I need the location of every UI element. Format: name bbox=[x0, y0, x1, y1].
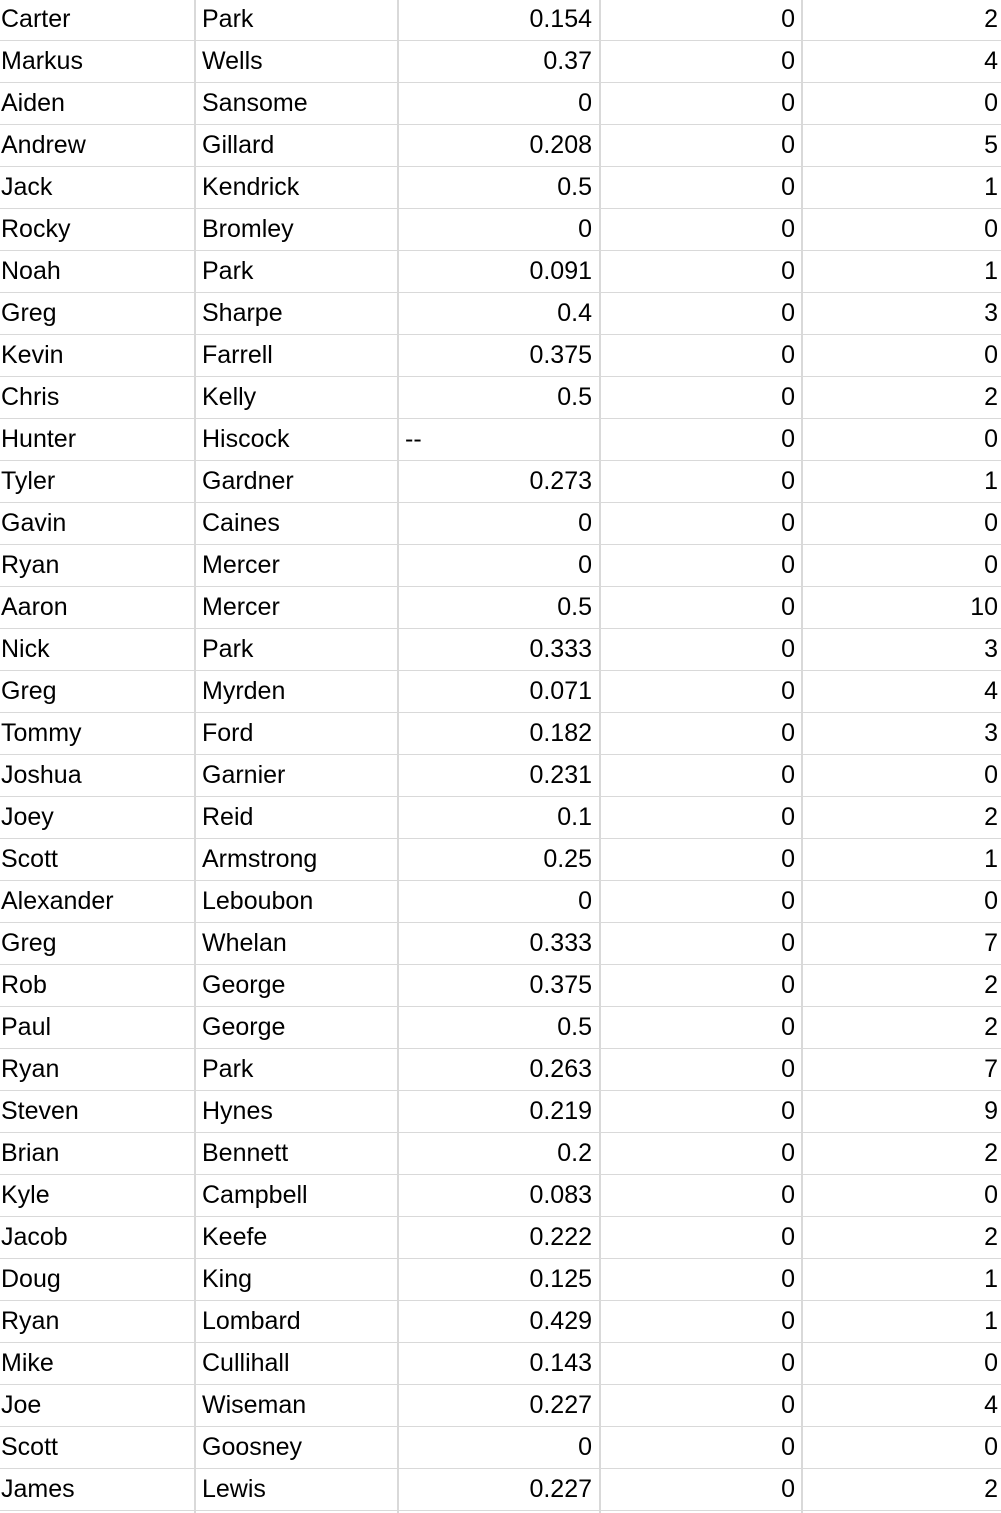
cell-first-name[interactable]: Ryan bbox=[0, 546, 194, 587]
cell-last-name[interactable]: King bbox=[196, 1260, 397, 1301]
cell-column-4[interactable]: 0 bbox=[601, 126, 801, 167]
table-row bbox=[0, 1302, 1001, 1344]
cell-first-name[interactable]: Hunter bbox=[0, 420, 194, 461]
cell-first-name[interactable]: Jack bbox=[0, 168, 194, 209]
cell-last-name[interactable]: Farrell bbox=[196, 336, 397, 377]
cell-column-4[interactable]: 0 bbox=[601, 798, 801, 839]
cell-column-4[interactable]: 0 bbox=[601, 672, 801, 713]
cell-column-5[interactable]: 2 bbox=[803, 1218, 1001, 1259]
table-row bbox=[0, 1092, 1001, 1134]
cell-last-name[interactable]: Bennett bbox=[196, 1134, 397, 1175]
cell-column-5[interactable]: 2 bbox=[803, 1008, 1001, 1049]
cell-average[interactable]: 0 bbox=[399, 546, 599, 587]
cell-last-name[interactable]: Hiscock bbox=[196, 420, 397, 461]
cell-last-name[interactable]: Garnier bbox=[196, 756, 397, 797]
cell-last-name[interactable]: Wiseman bbox=[196, 1386, 397, 1427]
table-row bbox=[0, 1218, 1001, 1260]
cell-column-5[interactable]: 0 bbox=[803, 210, 1001, 251]
table-row bbox=[0, 210, 1001, 252]
cell-first-name[interactable]: Joey bbox=[0, 798, 194, 839]
cell-column-4[interactable]: 0 bbox=[601, 84, 801, 125]
cell-first-name[interactable]: Chris bbox=[0, 378, 194, 419]
cell-column-4[interactable]: 0 bbox=[601, 1260, 801, 1301]
cell-column-5[interactable]: 3 bbox=[803, 714, 1001, 755]
cell-column-4[interactable]: 0 bbox=[601, 546, 801, 587]
cell-column-5[interactable]: 3 bbox=[803, 294, 1001, 335]
table-row bbox=[0, 126, 1001, 168]
cell-column-4[interactable]: 0 bbox=[601, 462, 801, 503]
table-row bbox=[0, 546, 1001, 588]
cell-column-4[interactable]: 0 bbox=[601, 210, 801, 251]
cell-average[interactable]: 0 bbox=[399, 210, 599, 251]
table-row bbox=[0, 1050, 1001, 1092]
cell-column-4[interactable]: 0 bbox=[601, 924, 801, 965]
cell-first-name[interactable]: Andrew bbox=[0, 126, 194, 167]
cell-column-5[interactable]: 2 bbox=[803, 0, 1001, 41]
table-row bbox=[0, 1008, 1001, 1050]
cell-average[interactable]: 0.227 bbox=[399, 1386, 599, 1427]
cell-first-name[interactable]: Kyle bbox=[0, 1176, 194, 1217]
cell-column-4[interactable]: 0 bbox=[601, 1176, 801, 1217]
cell-average[interactable]: 0 bbox=[399, 504, 599, 545]
cell-average[interactable]: 0.5 bbox=[399, 378, 599, 419]
cell-average[interactable]: 0.375 bbox=[399, 966, 599, 1007]
cell-column-5[interactable]: 1 bbox=[803, 1260, 1001, 1301]
cell-last-name[interactable]: Gardner bbox=[196, 462, 397, 503]
cell-last-name[interactable]: Ford bbox=[196, 714, 397, 755]
cell-average[interactable]: 0.219 bbox=[399, 1092, 599, 1133]
cell-average[interactable]: 0 bbox=[399, 1428, 599, 1469]
cell-last-name[interactable]: Caines bbox=[196, 504, 397, 545]
cell-last-name[interactable]: Hynes bbox=[196, 1092, 397, 1133]
table-row bbox=[0, 462, 1001, 504]
table-row bbox=[0, 294, 1001, 336]
cell-last-name[interactable]: George bbox=[196, 1008, 397, 1049]
cell-first-name[interactable]: Aaron bbox=[0, 588, 194, 629]
cell-last-name[interactable]: Campbell bbox=[196, 1176, 397, 1217]
cell-column-5[interactable]: 0 bbox=[803, 84, 1001, 125]
cell-average[interactable]: 0.154 bbox=[399, 0, 599, 41]
cell-last-name[interactable]: Mercer bbox=[196, 546, 397, 587]
table-row bbox=[0, 1470, 1001, 1512]
cell-last-name[interactable]: Lewis bbox=[196, 1470, 397, 1511]
cell-first-name[interactable]: Scott bbox=[0, 840, 194, 881]
cell-column-4[interactable]: 0 bbox=[601, 1092, 801, 1133]
cell-column-5[interactable]: 1 bbox=[803, 168, 1001, 209]
cell-average[interactable]: 0.1 bbox=[399, 798, 599, 839]
cell-first-name[interactable]: Kevin bbox=[0, 336, 194, 377]
cell-first-name[interactable]: Greg bbox=[0, 924, 194, 965]
cell-average[interactable]: 0.208 bbox=[399, 126, 599, 167]
cell-last-name[interactable]: Gillard bbox=[196, 126, 397, 167]
cell-last-name[interactable]: Bromley bbox=[196, 210, 397, 251]
cell-last-name[interactable]: Keefe bbox=[196, 1218, 397, 1259]
cell-average[interactable]: -- bbox=[399, 420, 599, 461]
cell-column-4[interactable]: 0 bbox=[601, 504, 801, 545]
cell-column-5[interactable]: 4 bbox=[803, 672, 1001, 713]
table-row bbox=[0, 672, 1001, 714]
cell-first-name[interactable]: Tommy bbox=[0, 714, 194, 755]
cell-last-name[interactable]: Park bbox=[196, 252, 397, 293]
cell-first-name[interactable]: Carter bbox=[0, 0, 194, 41]
cell-last-name[interactable]: Whelan bbox=[196, 924, 397, 965]
cell-column-4[interactable]: 0 bbox=[601, 420, 801, 461]
cell-last-name[interactable]: Sharpe bbox=[196, 294, 397, 335]
table-row bbox=[0, 84, 1001, 126]
cell-column-5[interactable]: 4 bbox=[803, 1386, 1001, 1427]
cell-last-name[interactable]: Park bbox=[196, 1050, 397, 1091]
table-row bbox=[0, 588, 1001, 630]
cell-column-4[interactable]: 0 bbox=[601, 0, 801, 41]
cell-last-name[interactable]: Sansome bbox=[196, 84, 397, 125]
cell-column-5[interactable]: 0 bbox=[803, 882, 1001, 923]
cell-first-name[interactable]: Scott bbox=[0, 1428, 194, 1469]
cell-last-name[interactable]: Goosney bbox=[196, 1428, 397, 1469]
cell-first-name[interactable]: Steven bbox=[0, 1092, 194, 1133]
table-row bbox=[0, 1386, 1001, 1428]
cell-average[interactable]: 0.071 bbox=[399, 672, 599, 713]
cell-column-5[interactable]: 0 bbox=[803, 546, 1001, 587]
table-row bbox=[0, 378, 1001, 420]
cell-column-4[interactable]: 0 bbox=[601, 1386, 801, 1427]
cell-average[interactable]: 0 bbox=[399, 882, 599, 923]
cell-column-5[interactable]: 1 bbox=[803, 840, 1001, 881]
cell-last-name[interactable]: Kelly bbox=[196, 378, 397, 419]
cell-average[interactable]: 0.263 bbox=[399, 1050, 599, 1091]
cell-first-name[interactable]: Ryan bbox=[0, 1302, 194, 1343]
cell-average[interactable]: 0.273 bbox=[399, 462, 599, 503]
table-row bbox=[0, 798, 1001, 840]
cell-column-4[interactable]: 0 bbox=[601, 1302, 801, 1343]
cell-column-4[interactable]: 0 bbox=[601, 336, 801, 377]
cell-last-name[interactable]: Reid bbox=[196, 798, 397, 839]
table-row bbox=[0, 966, 1001, 1008]
cell-average[interactable]: 0.4 bbox=[399, 294, 599, 335]
table-row bbox=[0, 1344, 1001, 1386]
cell-average[interactable]: 0.2 bbox=[399, 1134, 599, 1175]
table-row bbox=[0, 504, 1001, 546]
cell-last-name[interactable]: Wells bbox=[196, 42, 397, 83]
cell-column-5[interactable]: 1 bbox=[803, 252, 1001, 293]
cell-first-name[interactable]: Gavin bbox=[0, 504, 194, 545]
cell-average[interactable]: 0.5 bbox=[399, 1008, 599, 1049]
cell-average[interactable]: 0.143 bbox=[399, 1344, 599, 1385]
cell-first-name[interactable]: Joshua bbox=[0, 756, 194, 797]
cell-column-4[interactable]: 0 bbox=[601, 966, 801, 1007]
cell-last-name[interactable]: Park bbox=[196, 0, 397, 41]
cell-first-name[interactable]: Brian bbox=[0, 1134, 194, 1175]
cell-column-5[interactable]: 0 bbox=[803, 420, 1001, 461]
cell-average[interactable]: 0.231 bbox=[399, 756, 599, 797]
table-row bbox=[0, 420, 1001, 462]
table-row bbox=[0, 714, 1001, 756]
cell-first-name[interactable]: Paul bbox=[0, 1008, 194, 1049]
cell-average[interactable]: 0.182 bbox=[399, 714, 599, 755]
cell-first-name[interactable]: Markus bbox=[0, 42, 194, 83]
cell-first-name[interactable]: Noah bbox=[0, 252, 194, 293]
cell-first-name[interactable]: Alexander bbox=[0, 882, 194, 923]
cell-column-5[interactable]: 2 bbox=[803, 378, 1001, 419]
table-row bbox=[0, 840, 1001, 882]
cell-last-name[interactable]: Kendrick bbox=[196, 168, 397, 209]
cell-average[interactable]: 0.091 bbox=[399, 252, 599, 293]
cell-last-name[interactable]: Armstrong bbox=[196, 840, 397, 881]
cell-column-5[interactable]: 10 bbox=[803, 588, 1001, 629]
cell-column-4[interactable]: 0 bbox=[601, 1050, 801, 1091]
cell-column-4[interactable]: 0 bbox=[601, 1134, 801, 1175]
cell-column-4[interactable]: 0 bbox=[601, 294, 801, 335]
table-row bbox=[0, 336, 1001, 378]
cell-column-5[interactable]: 0 bbox=[803, 756, 1001, 797]
cell-column-5[interactable]: 2 bbox=[803, 1134, 1001, 1175]
cell-column-5[interactable]: 0 bbox=[803, 1344, 1001, 1385]
table-row bbox=[0, 756, 1001, 798]
cell-last-name[interactable]: Mercer bbox=[196, 588, 397, 629]
table-row bbox=[0, 630, 1001, 672]
cell-column-5[interactable]: 0 bbox=[803, 504, 1001, 545]
cell-first-name[interactable]: Nick bbox=[0, 630, 194, 671]
cell-average[interactable]: 0.375 bbox=[399, 336, 599, 377]
cell-column-4[interactable]: 0 bbox=[601, 630, 801, 671]
cell-average[interactable]: 0.227 bbox=[399, 1470, 599, 1511]
cell-first-name[interactable]: Greg bbox=[0, 294, 194, 335]
cell-column-4[interactable]: 0 bbox=[601, 1344, 801, 1385]
cell-last-name[interactable]: Park bbox=[196, 630, 397, 671]
cell-first-name[interactable]: Aiden bbox=[0, 84, 194, 125]
cell-last-name[interactable]: Myrden bbox=[196, 672, 397, 713]
table-row bbox=[0, 924, 1001, 966]
cell-column-4[interactable]: 0 bbox=[601, 588, 801, 629]
table-row bbox=[0, 1176, 1001, 1218]
cell-average[interactable]: 0.333 bbox=[399, 630, 599, 671]
cell-column-5[interactable]: 0 bbox=[803, 1176, 1001, 1217]
cell-first-name[interactable]: Joe bbox=[0, 1386, 194, 1427]
cell-last-name[interactable]: Cullihall bbox=[196, 1344, 397, 1385]
table-row bbox=[0, 252, 1001, 294]
cell-average[interactable]: 0.25 bbox=[399, 840, 599, 881]
cell-last-name[interactable]: Leboubon bbox=[196, 882, 397, 923]
cell-column-5[interactable]: 9 bbox=[803, 1092, 1001, 1133]
cell-first-name[interactable]: Ryan bbox=[0, 1050, 194, 1091]
cell-column-4[interactable]: 0 bbox=[601, 1218, 801, 1259]
cell-column-5[interactable]: 0 bbox=[803, 336, 1001, 377]
cell-column-5[interactable]: 2 bbox=[803, 966, 1001, 1007]
cell-column-4[interactable]: 0 bbox=[601, 1008, 801, 1049]
cell-column-5[interactable]: 1 bbox=[803, 462, 1001, 503]
cell-last-name[interactable]: Lombard bbox=[196, 1302, 397, 1343]
cell-column-5[interactable]: 7 bbox=[803, 1050, 1001, 1091]
cell-column-5[interactable]: 1 bbox=[803, 1302, 1001, 1343]
table-row bbox=[0, 0, 1001, 42]
cell-column-5[interactable]: 4 bbox=[803, 42, 1001, 83]
cell-column-4[interactable]: 0 bbox=[601, 1428, 801, 1469]
cell-average[interactable]: 0.429 bbox=[399, 1302, 599, 1343]
cell-column-4[interactable]: 0 bbox=[601, 378, 801, 419]
cell-average[interactable]: 0.5 bbox=[399, 168, 599, 209]
cell-column-4[interactable]: 0 bbox=[601, 756, 801, 797]
cell-average[interactable]: 0.125 bbox=[399, 1260, 599, 1301]
table-row bbox=[0, 1260, 1001, 1302]
table-row bbox=[0, 168, 1001, 210]
cell-average[interactable]: 0.222 bbox=[399, 1218, 599, 1259]
cell-average[interactable]: 0 bbox=[399, 84, 599, 125]
table-row bbox=[0, 1134, 1001, 1176]
cell-column-4[interactable]: 0 bbox=[601, 42, 801, 83]
cell-column-5[interactable]: 2 bbox=[803, 798, 1001, 839]
cell-average[interactable]: 0.37 bbox=[399, 42, 599, 83]
cell-average[interactable]: 0.083 bbox=[399, 1176, 599, 1217]
cell-first-name[interactable]: Tyler bbox=[0, 462, 194, 503]
cell-column-5[interactable]: 0 bbox=[803, 1428, 1001, 1469]
cell-average[interactable]: 0.5 bbox=[399, 588, 599, 629]
cell-column-5[interactable]: 5 bbox=[803, 126, 1001, 167]
cell-first-name[interactable]: Greg bbox=[0, 672, 194, 713]
cell-first-name[interactable]: Rob bbox=[0, 966, 194, 1007]
cell-column-5[interactable]: 7 bbox=[803, 924, 1001, 965]
cell-average[interactable]: 0.333 bbox=[399, 924, 599, 965]
cell-column-5[interactable]: 3 bbox=[803, 630, 1001, 671]
cell-column-5[interactable]: 2 bbox=[803, 1470, 1001, 1511]
table-row bbox=[0, 1428, 1001, 1470]
cell-first-name[interactable]: Rocky bbox=[0, 210, 194, 251]
cell-column-4[interactable]: 0 bbox=[601, 1470, 801, 1511]
cell-first-name[interactable]: Doug bbox=[0, 1260, 194, 1301]
cell-column-4[interactable]: 0 bbox=[601, 252, 801, 293]
cell-first-name[interactable]: James bbox=[0, 1470, 194, 1511]
table-row bbox=[0, 882, 1001, 924]
cell-first-name[interactable]: Jacob bbox=[0, 1218, 194, 1259]
cell-column-4[interactable]: 0 bbox=[601, 714, 801, 755]
table-row bbox=[0, 42, 1001, 84]
cell-column-4[interactable]: 0 bbox=[601, 882, 801, 923]
cell-column-4[interactable]: 0 bbox=[601, 168, 801, 209]
cell-last-name[interactable]: George bbox=[196, 966, 397, 1007]
cell-first-name[interactable]: Mike bbox=[0, 1344, 194, 1385]
cell-column-4[interactable]: 0 bbox=[601, 840, 801, 881]
